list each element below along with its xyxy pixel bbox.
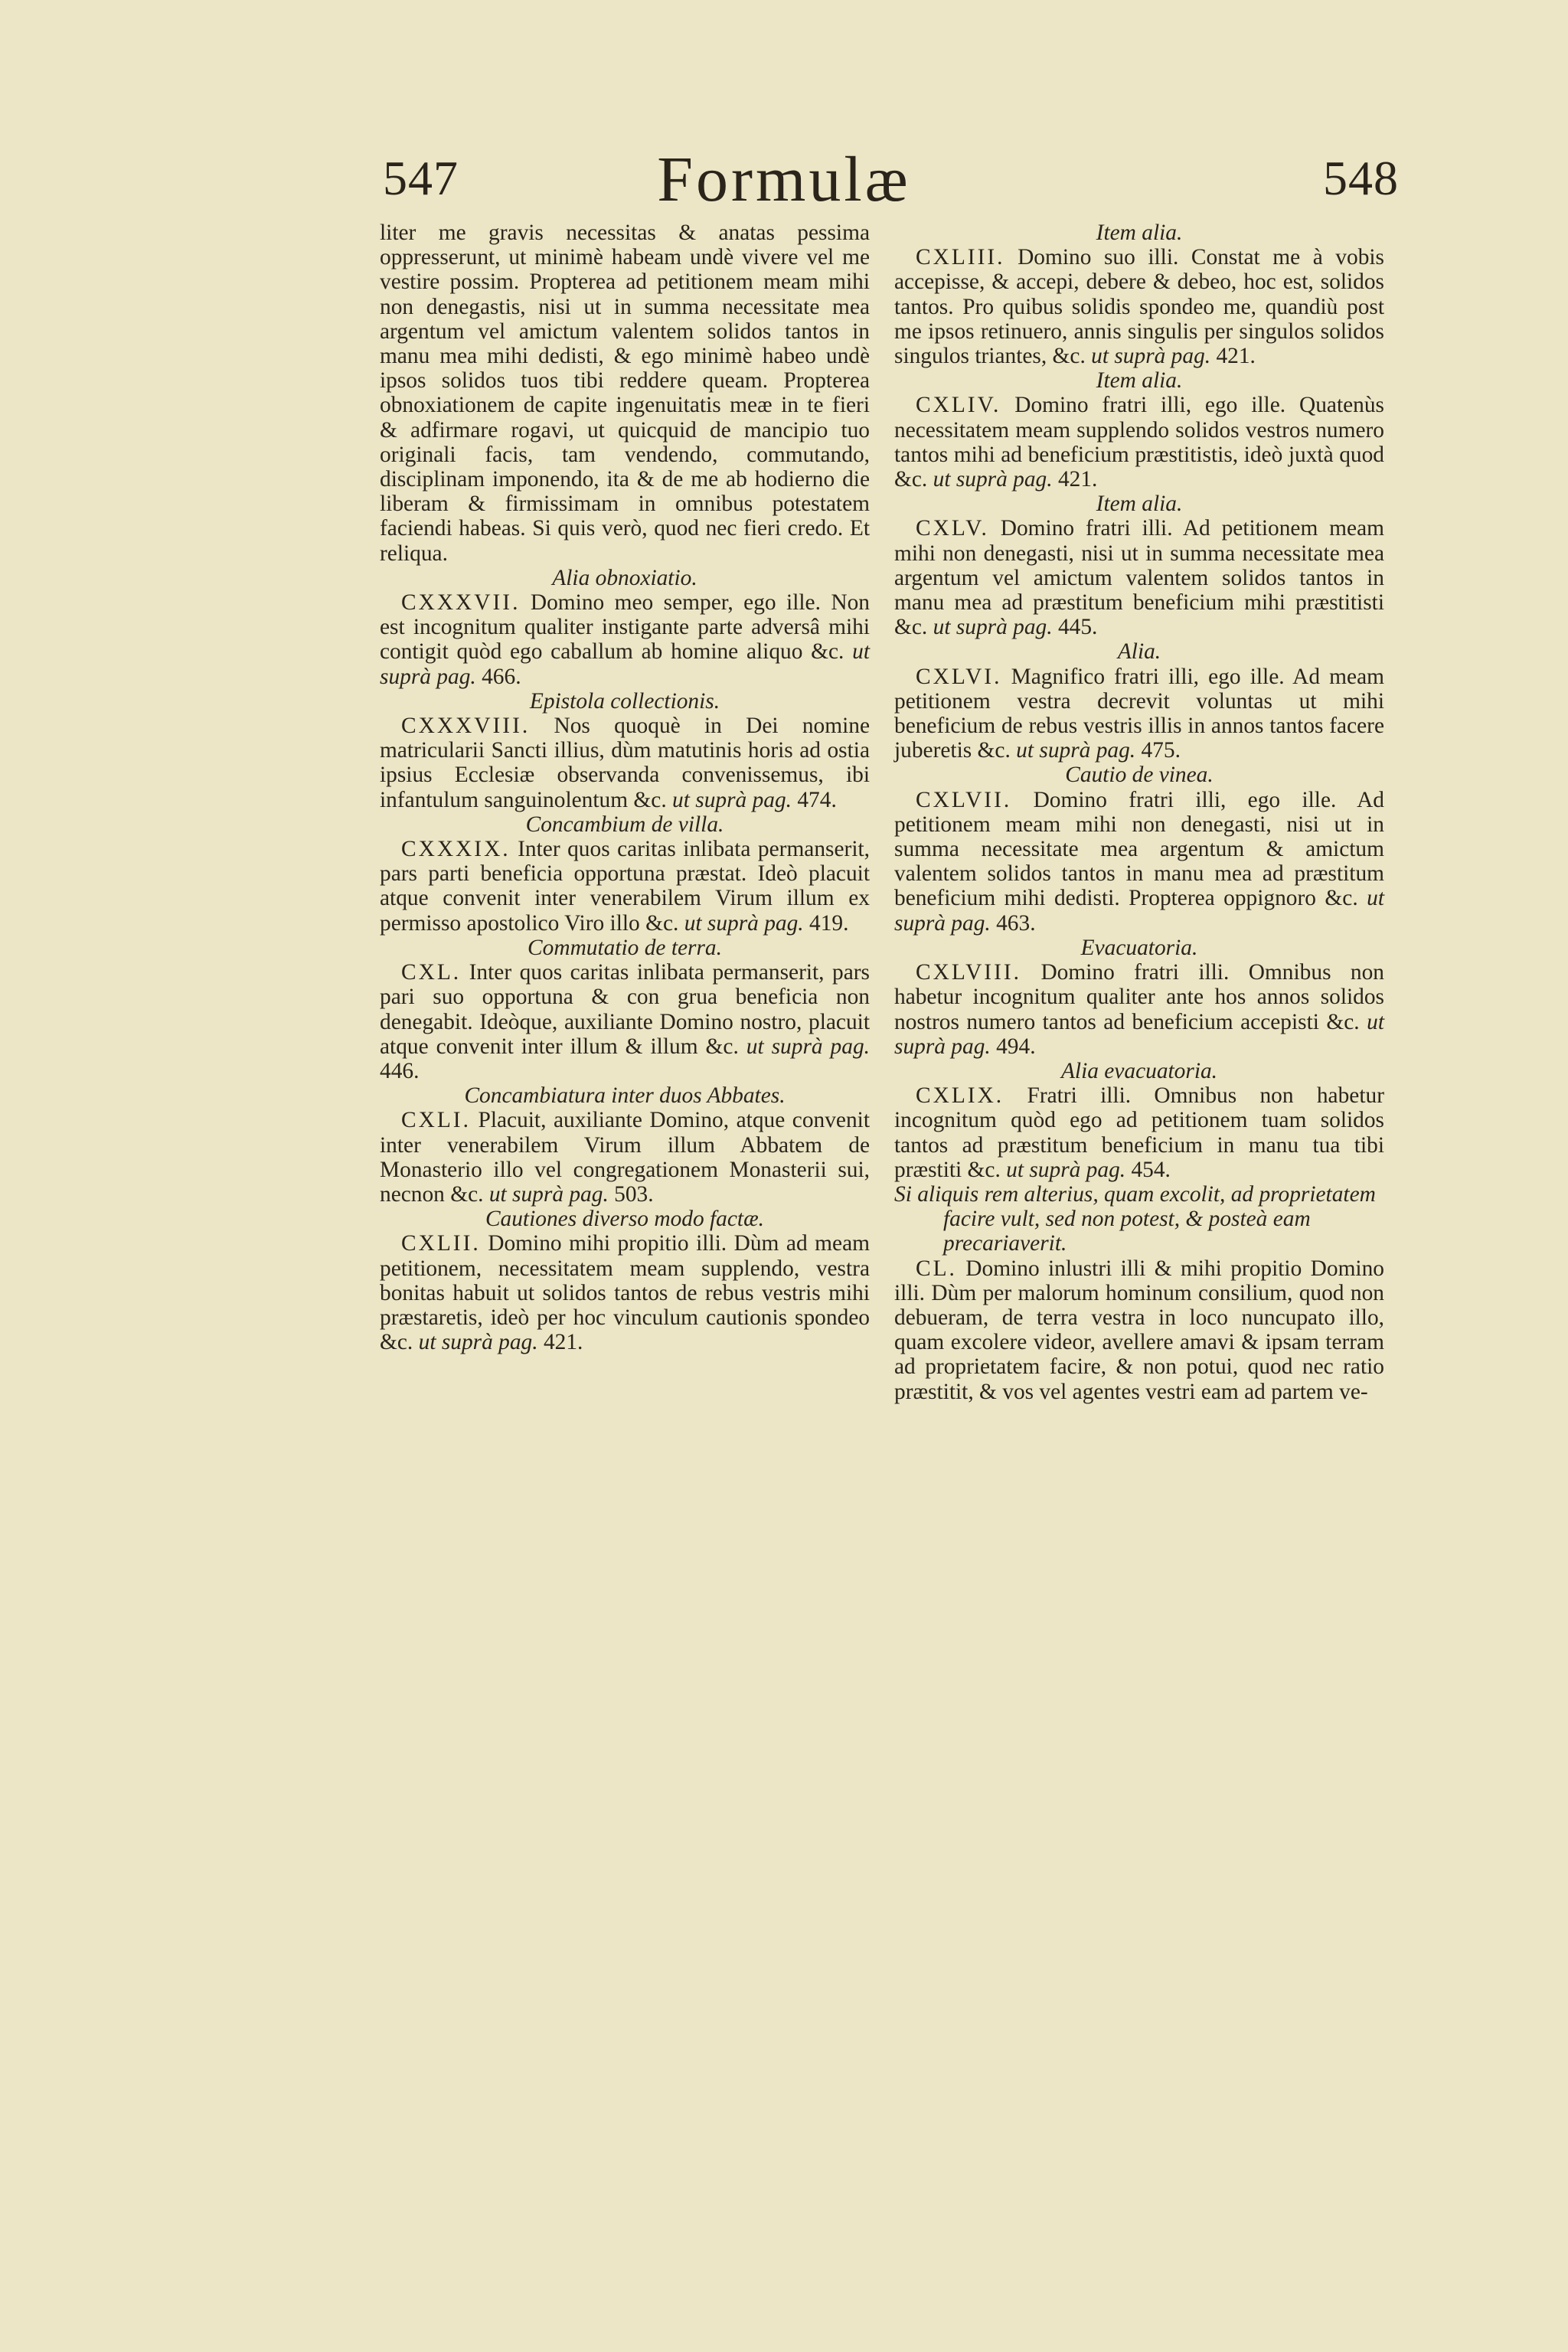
right-column bbox=[894, 220, 1384, 1404]
formula-entry bbox=[380, 837, 870, 936]
cross-reference: ut suprà pag. bbox=[380, 639, 870, 689]
page-reference: 421. bbox=[543, 1330, 583, 1355]
formula-entry bbox=[894, 516, 1384, 639]
cross-reference: ut suprà pag. bbox=[933, 467, 1053, 492]
section-heading: Cautiones diverso modo factæ. bbox=[485, 1207, 765, 1232]
entry-text: Domino fratri illi. Ad petitionem meam mihi non denegasti, nisi ut in summa necessitate mea argentum vel amictum valentem solidos tantos in manu mea ad præstitum beneficium mihi præstitisti &c. bbox=[894, 516, 1384, 640]
section-heading: Si aliquis rem alterius, quam excolit, ad proprietatem facire vult, sed non potest, & posteà eam precariaverit. bbox=[894, 1181, 1376, 1256]
section-heading: Epistola collectionis. bbox=[529, 688, 720, 714]
entry-text: Domino fratri illi, ego ille. Ad petitionem meam mihi non denegasti, nisi ut in summa necessitate mea argentum & amictum valentem solidos tantos in manu mea ad præstitum beneficium mihi dedisti. Propterea oppignoro &c. bbox=[894, 787, 1384, 911]
continued-paragraph: liter me gravis necessitas & anatas pessima oppresserunt, ut minimè habeam undè vivere vel me vestire possim. Propterea ad petitionem meam mihi non denegastis, nisi ut in summa necessitate mea argentum vel amictum valentem solidos tantos in manu mea mihi dedisti, & ego minimè habeo undè ipsos solidos tuos tibi reddere queam. Propterea obnoxiationem de capite ingenuitatis meæ in te fieri & adfirmare rogavi, ut quicquid de mancipio tuo originali facis, tam vendendo, commutando, disciplinam imponendo, ita & de me ab hodierno die liberam & firmissimam in omnibus potestatem faciendi habeas. Si quis verò, quod nec fieri credo. Et reliqua. bbox=[380, 220, 870, 566]
section-heading: Concambiatura inter duos Abbates. bbox=[464, 1083, 786, 1109]
section-heading: Alia evacuatoria. bbox=[1060, 1058, 1218, 1083]
entry-text: Fratri illi. Omnibus non habetur incognitum quòd ego ad petitionem tuam solidos tantos ad præstitum beneficium in manu tua tibi præstiti &c. bbox=[894, 1083, 1384, 1182]
entry-text: Domino meo semper, ego ille. Non est incognitum qualiter instigante parte adversâ mihi contigit quòd ego caballum ab homine aliquo &c. bbox=[380, 590, 870, 665]
page-reference: 454. bbox=[1131, 1157, 1171, 1182]
entry-number: CXXXVIII. bbox=[401, 714, 531, 739]
entry-number: CXLV. bbox=[916, 516, 989, 541]
entry-number: CXXXVII. bbox=[401, 590, 521, 616]
section-heading: Cautio de vinea. bbox=[1065, 763, 1214, 788]
entry-number: CXXXIX. bbox=[401, 837, 511, 862]
entry-text: Inter quos caritas inlibata permanserit, pars parti beneficia opportuna præstat. Ideò placuit atque convenit inter venerabilem Virum illum ex permisso apostolico Viro illo &c. bbox=[380, 837, 870, 936]
entry-text: Domino mihi propitio illi. Dùm ad meam petitionem, necessitatem meam supplendo, vestra bonitas habuit ut solidos tantos de rebus vestris mihi præstaretis, ideò per hoc vinculum cautionis spondeo &c. bbox=[380, 1231, 870, 1355]
formula-entry bbox=[894, 245, 1384, 368]
formula-entry bbox=[894, 665, 1384, 763]
cross-reference: ut suprà pag. bbox=[746, 1034, 870, 1059]
entry-number: CXLIII. bbox=[916, 245, 1005, 270]
formula-entry bbox=[894, 1083, 1384, 1182]
entry-text: Magnifico fratri illi, ego ille. Ad meam petitionem vestra decrevit voluntas ut mihi beneficium de rebus vestris illis in annos tantos facere juberetis &c. bbox=[894, 664, 1384, 763]
page-reference: 446. bbox=[380, 1058, 420, 1083]
entry-number: CXLII. bbox=[401, 1231, 481, 1256]
cross-reference: ut suprà pag. bbox=[933, 615, 1053, 640]
formula-entry bbox=[380, 714, 870, 812]
cross-reference: ut suprà pag. bbox=[684, 910, 804, 936]
entry-text: Nos quoquè in Dei nomine matricularii Sancti illius, dùm matutinis horis ad ostia ipsius Ecclesiæ observanda convenissemus, ibi infantulum sanguinolentum &c. bbox=[380, 714, 870, 812]
page-reference: 466. bbox=[482, 664, 521, 689]
formula-entry bbox=[894, 960, 1384, 1059]
page-reference: 445. bbox=[1057, 615, 1098, 640]
entry-number: CL. bbox=[916, 1256, 957, 1281]
entry-number: CXL. bbox=[401, 960, 462, 985]
page-number-left: 547 bbox=[383, 151, 459, 205]
entry-number: CXLVI. bbox=[916, 664, 1002, 689]
section-heading: Alia obnoxiatio. bbox=[552, 565, 697, 590]
entry-number: CXLI. bbox=[401, 1108, 471, 1133]
cross-reference: ut suprà pag. bbox=[894, 1009, 1384, 1059]
cross-reference: ut suprà pag. bbox=[894, 886, 1384, 936]
entry-text: Domino inlustri illi & mihi propitio Domino illi. Dùm per malorum hominum consilium, quod non debueram, de terra vestra in loco nuncupato illo, quam excolere videor, avellere amavi & ipsam terram ad proprietatem facire, & non potui, quod nec ratio præstitit, & vos vel agentes vestri eam ad partem ve- bbox=[894, 1256, 1384, 1404]
running-title: Formulæ bbox=[657, 144, 911, 215]
section-heading: Item alia. bbox=[1096, 492, 1183, 517]
formula-entry bbox=[380, 1108, 870, 1207]
formula-entry bbox=[894, 393, 1384, 492]
entry-text: Domino suo illi. Constat me à vobis accepisse, & accepi, debere & debeo, hoc est, solidos tantos. Pro quibus solidis spondeo me, quandiù post me ipsos retinuero, annis singulis per singulos solidos singulos triantes, &c. bbox=[894, 245, 1384, 369]
entry-number: CXLIX. bbox=[916, 1083, 1004, 1109]
page-number-right: 548 bbox=[1323, 151, 1399, 205]
section-heading: Commutatio de terra. bbox=[528, 935, 722, 960]
formula-entry bbox=[380, 590, 870, 689]
entry-number: CXLVIII. bbox=[916, 960, 1022, 985]
cross-reference: ut suprà pag. bbox=[418, 1330, 538, 1355]
page-reference: 463. bbox=[996, 910, 1036, 936]
entry-text: Placuit, auxiliante Domino, atque convenit inter venerabilem Virum illum Abbatem de Monasterio illo vel congregationem Monasterii sui, necnon &c. bbox=[380, 1108, 870, 1207]
page-reference: 475. bbox=[1141, 738, 1181, 763]
cross-reference: ut suprà pag. bbox=[1016, 738, 1136, 763]
section-heading: Evacuatoria. bbox=[1080, 935, 1198, 960]
section-heading: Item alia. bbox=[1096, 368, 1183, 394]
section-heading: Alia. bbox=[1117, 639, 1161, 665]
cross-reference: ut suprà pag. bbox=[488, 1181, 609, 1207]
cross-reference: ut suprà pag. bbox=[672, 787, 792, 812]
section-heading: Concambium de villa. bbox=[525, 812, 724, 837]
page-reference: 494. bbox=[996, 1034, 1036, 1059]
cross-reference: ut suprà pag. bbox=[1091, 344, 1211, 369]
section-heading: Item alia. bbox=[1096, 220, 1183, 245]
page-reference: 474. bbox=[797, 787, 837, 812]
formula-entry bbox=[380, 960, 870, 1083]
page-reference: 421. bbox=[1216, 344, 1256, 369]
entry-number: CXLIV. bbox=[916, 393, 1001, 418]
page-reference: 419. bbox=[809, 910, 849, 936]
entry-text: Inter quos caritas inlibata permanserit, pars pari suo opportuna & con grua beneficia non denegabit. Ideòque, auxiliante Domino nostro, placuit atque convenit inter illum & illum &c. bbox=[380, 960, 870, 1059]
left-column bbox=[380, 220, 870, 1354]
entry-text: Domino fratri illi, ego ille. Quatenùs necessitatem meam supplendo solidos vestros numero tantos mihi ad beneficium præstitistis, ideò juxtà quod &c. bbox=[894, 393, 1384, 492]
page-reference: 503. bbox=[614, 1181, 654, 1207]
entry-number: CXLVII. bbox=[916, 787, 1012, 812]
formula-entry bbox=[894, 788, 1384, 936]
page-reference: 421. bbox=[1057, 467, 1098, 492]
formula-entry bbox=[380, 1231, 870, 1354]
formula-entry bbox=[894, 1256, 1384, 1404]
cross-reference: ut suprà pag. bbox=[1006, 1157, 1126, 1182]
entry-text: Domino fratri illi. Omnibus non habetur incognitum qualiter ante hos annos solidos nostros numero tantos ad beneficium accepisti &c. bbox=[894, 960, 1384, 1034]
